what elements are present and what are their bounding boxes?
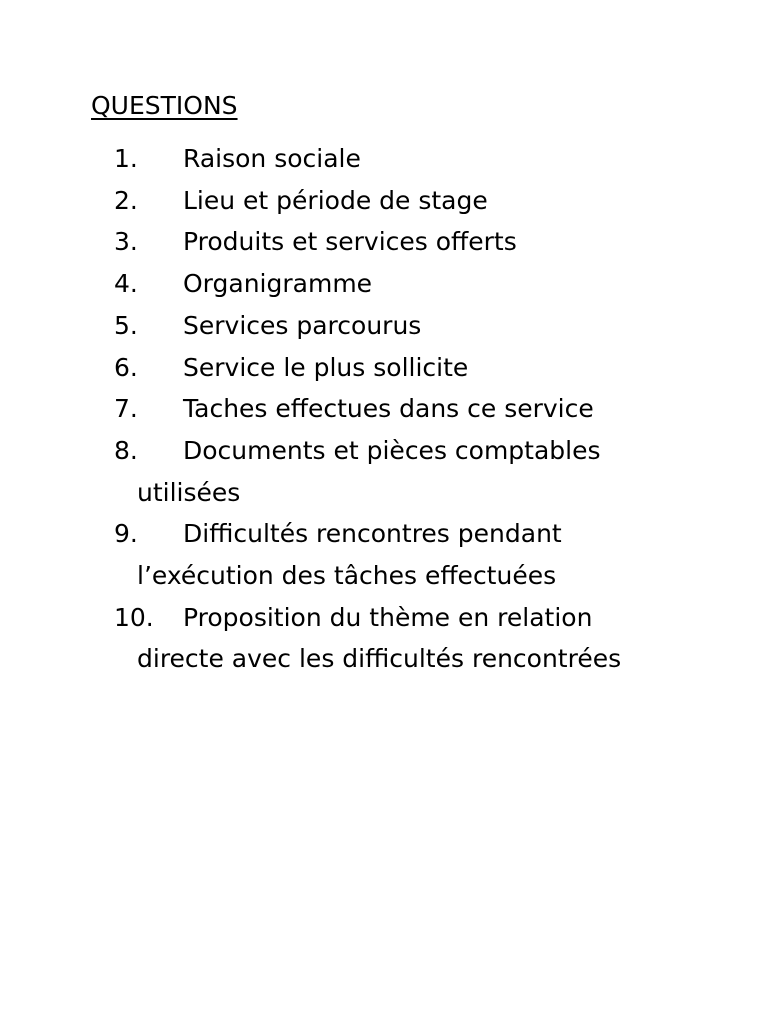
item-text: Proposition du thème en relation <box>183 602 593 632</box>
list-item <box>0 347 768 389</box>
list-item <box>0 513 768 596</box>
list-item <box>0 430 768 513</box>
item-text-continuation: utilisées <box>137 477 241 507</box>
list-item <box>0 180 768 222</box>
item-text: Raison sociale <box>183 144 361 173</box>
questions-list <box>0 138 768 680</box>
item-text: Lieu et période de stage <box>183 185 488 215</box>
list-item <box>0 221 768 263</box>
item-text: Produits et services offerts <box>183 227 517 257</box>
item-text: Documents et pièces comptables <box>183 435 601 465</box>
item-text: Difficultés rencontres pendant <box>183 519 562 549</box>
item-text: Taches effectues dans ce service <box>183 394 594 424</box>
item-number: 7. <box>114 394 138 424</box>
item-number: 1. <box>114 144 138 173</box>
list-item <box>0 263 768 305</box>
list-item <box>0 388 768 430</box>
item-text: Service le plus sollicite <box>183 352 469 382</box>
item-text: Organigramme <box>183 269 373 299</box>
item-number: 4. <box>114 269 138 299</box>
item-number: 6. <box>114 352 138 382</box>
list-item <box>0 138 768 180</box>
item-text: Services parcourus <box>183 310 422 340</box>
page-title: QUESTIONS <box>91 91 238 120</box>
item-text-continuation: directe avec les difficultés rencontrées <box>137 644 622 674</box>
item-number: 9. <box>114 519 138 549</box>
item-number: 8. <box>114 435 138 465</box>
list-item <box>0 305 768 347</box>
item-number: 10. <box>114 602 154 632</box>
item-number: 2. <box>114 185 138 215</box>
item-number: 5. <box>114 310 138 340</box>
item-number: 3. <box>114 227 138 257</box>
item-text-continuation: l’exécution des tâches effectuées <box>137 561 557 591</box>
list-item <box>0 597 768 680</box>
